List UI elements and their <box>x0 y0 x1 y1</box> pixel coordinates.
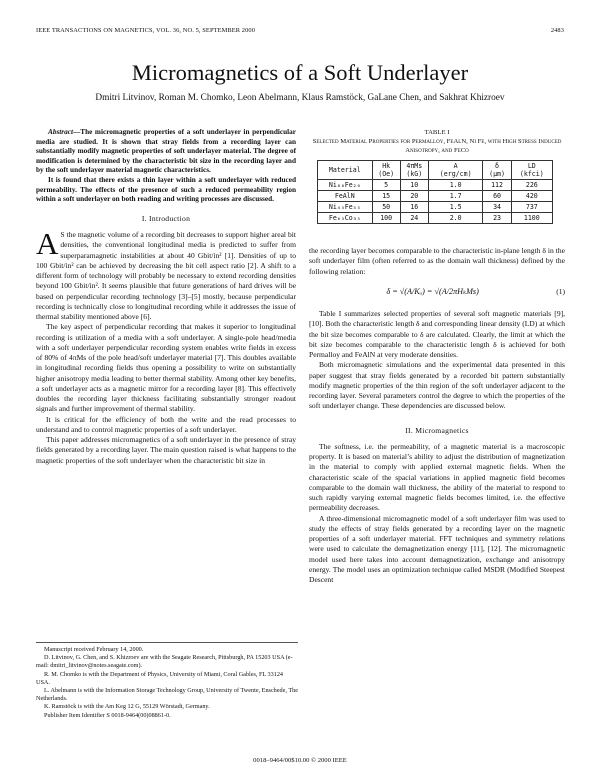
footnote: R. M. Chomko is with the Department of Physics, University of Miami, Coral Gables, FL 33124 USA. <box>36 670 284 686</box>
table-header-cell: Hk (Oe) <box>372 161 400 180</box>
abstract-paragraph-2: It is found that there exists a thin layer within a soft underlayer with reduced permeability. The effects of the presence of such a reduced permeability region within a soft underlayer on both reading and writing processes are discussed. <box>36 175 296 204</box>
drop-cap: A <box>36 226 59 261</box>
table-caption <box>309 128 565 155</box>
footnote: L. Abelmann is with the Information Storage Technology Group, University of Twente, Enschede, The Netherlands. <box>36 687 298 703</box>
footnote: Manuscript received February 14, 2000. <box>44 646 144 653</box>
section-heading-introduction: I. Introduction <box>141 213 191 223</box>
table-header-cell: A (erg/cm) <box>428 161 483 180</box>
equation-number: (1) <box>556 286 565 296</box>
body-paragraph: The softness, i.e. the permeability, of a magnetic material is a macroscopic property. It is based on material’s ability to adjust the distribution of magnetization in the material to comply with applied external magnetic fields. When the characteristic scale of the spacial variations in applied magnetic field becomes comparable to the domain wall thickness, the ability of the material to respond to such rapidly varying external magnetic fields becomes limited, i.e. the effective permeability decreases. <box>309 441 565 513</box>
footnote: D. Litvinov, G. Chen, and S. Khizroev are with the Seagate Research, Pittsburgh, PA 15203 USA (e-mail: dmitri_litvinov@notes.seagate.com). <box>36 654 293 670</box>
intro-paragraph-3: It is critical for the efficiency of both the write and the read processes to understand and to control magnetic properties of a soft underlayer. <box>36 414 296 434</box>
table-header-cell: δ (μm) <box>483 161 511 180</box>
author-list: Dmitri Litvinov, Roman M. Chomko, Leon Abelmann, Klaus Ramstöck, GaLane Chen, and Sakhrat Khizroev <box>95 93 505 103</box>
table-label: TABLE I <box>424 129 450 136</box>
body-paragraph: Both micromagnetic simulations and the experimental data presented in this paper suggest that stray fields generated by a recorded bit pattern substantially modify magnetic properties of the thin region of the soft underlayer adjacent to the recording layer. Several parameters control the degree to which the properties of the soft underlayer change. These dependencies are discussed below. <box>309 360 565 411</box>
footnotes <box>36 642 298 720</box>
body-paragraph: A three-dimensional micromagnetic model of a soft underlayer film was used to study the effects of stray fields generated by a recording layer on the magnetic properties of a soft underlayer material. FFT techniques and symmetry relations were used to calculate the demagnetization energy [11], [12]. The micromagnetic model used here takes into account demagnetization, exchange and anisotropy energy. The model uses an optimization technique called MSDR (Modified Steepest Descent <box>309 513 565 584</box>
section-heading-micromagnetics: II. Micromagnetics <box>405 425 469 435</box>
paper-title: Micromagnetics of a Soft Underlayer <box>131 60 469 85</box>
abstract-paragraph-1: Abstract—The micromagnetic properties of a soft underlayer in perpendicular media are studied. It is shown that stray fields from a recording layer can substantially modify magnetic properties of soft underlayer material. The degree of modification is determined by the characteristic bit size in the recording layer and by the soft underlayer material magnetic characteristics. <box>36 128 296 175</box>
table-caption-text: Selected Material Properties for Permalloy, FeAlN, Ni Fe, with High Stress Induced Anisotropy, and FeCo <box>312 138 562 154</box>
table-header-cell: 4πMs (kG) <box>400 161 428 180</box>
table-row: FeAlN 15 20 1.7 60 420 <box>318 191 553 202</box>
table-header-cell: Material <box>318 161 373 180</box>
journal-info: IEEE TRANSACTIONS ON MAGNETICS, VOL. 36, NO. 5, SEPTEMBER 2000 <box>36 27 255 34</box>
running-header <box>36 27 564 34</box>
material-properties-table <box>317 160 553 224</box>
page-number: 2483 <box>550 27 564 34</box>
table-row: Ni₈₀Fe₂₀ 5 10 1.0 112 226 <box>318 180 553 191</box>
abstract-label: Abstract— <box>48 128 81 136</box>
right-column <box>309 128 565 585</box>
body-paragraph: the recording layer becomes comparable to the characteristic in-plane length δ in the soft underlayer film (often referred to as the domain wall thickness) defined by the following relation: <box>309 246 565 276</box>
table-row: Ni₄₅Fe₅₅ 50 16 1.5 34 737 <box>318 202 553 213</box>
intro-paragraph-1: A S the magnetic volume of a recording bit decreases to support higher areal bit densities, the conventional longitudinal media is predicted to suffer from superparamagnetic instabilities at about 40 Gbit/in² [1]. Densities of up to 100 Gbit/in² can be achieved by decreasing the bit cell aspect ratio [2]. A shift to a different form of technology will probably be necessary to extend recording densities beyond 100 Gbit/in². It seems plausible that future generations of hard drives will be based on perpendicular recording technology [3]–[5] mostly, because perpendicular recording is technically close to longitudinal recording while it addresses the issue of thermal stability mentioned above [6]. <box>36 226 296 321</box>
table-header-row <box>318 161 553 180</box>
intro-paragraph-2: The key aspect of perpendicular recording that makes it superior to longitudinal recording is utilization of a media with a soft underlayer. A single-pole head/media with a soft underlayer perpendicular recording system enables write fields in excess of 80% of 4πMs of the pole head/soft underlayer material [7]. This doubles available in longitudinal recording fields thus opening a possibility to write on substantially higher anisotropy media leading to better thermal stability. Among other key benefits, a soft underlayer acts as a magnetic mirror for a recording layer [8]. This effectively doubles the recording layer thickness facilitating substantially stronger readout signals and further improvement of thermal stability. <box>36 322 296 414</box>
footnote: K. Ramstöck is with the Am Keg 12 G, 55129 Wörstadt, Germany. <box>44 703 210 711</box>
table-header-cell: LD (kfci) <box>511 161 552 180</box>
intro-paragraph-4: This paper addresses micromagnetics of a soft underlayer in the presence of stray fields generated by a recording layer. The main question raised is what happens to the magnetic properties of the soft underlayer when the characteristic bit size in <box>36 435 296 465</box>
body-paragraph: Table I summarizes selected properties of several soft magnetic materials [9], [10]. Both the characteristic length δ and corresponding linear density (LD) at which the bit size becomes comparable to δ are calculated. Clearly, the limit at which the bit size becomes comparable to the characteristic length δ is achieved for both Permalloy and FeAlN at very moderate densities. <box>309 309 565 359</box>
copyright-footer: 0018–9464/00$10.00 © 2000 IEEE <box>253 757 347 764</box>
left-column <box>36 128 296 466</box>
footnote-rule <box>36 642 298 643</box>
footnote: Publisher Item Identifier S 0018-9464(00)08861-0. <box>44 711 171 719</box>
table-row: Fe₆₅Co₃₅ 100 24 2.0 23 1100 <box>318 213 553 224</box>
equation-text: δ = √(A/Kᵤ) = √(A/2πHₖMs) <box>386 286 479 296</box>
equation-1 <box>309 287 565 297</box>
